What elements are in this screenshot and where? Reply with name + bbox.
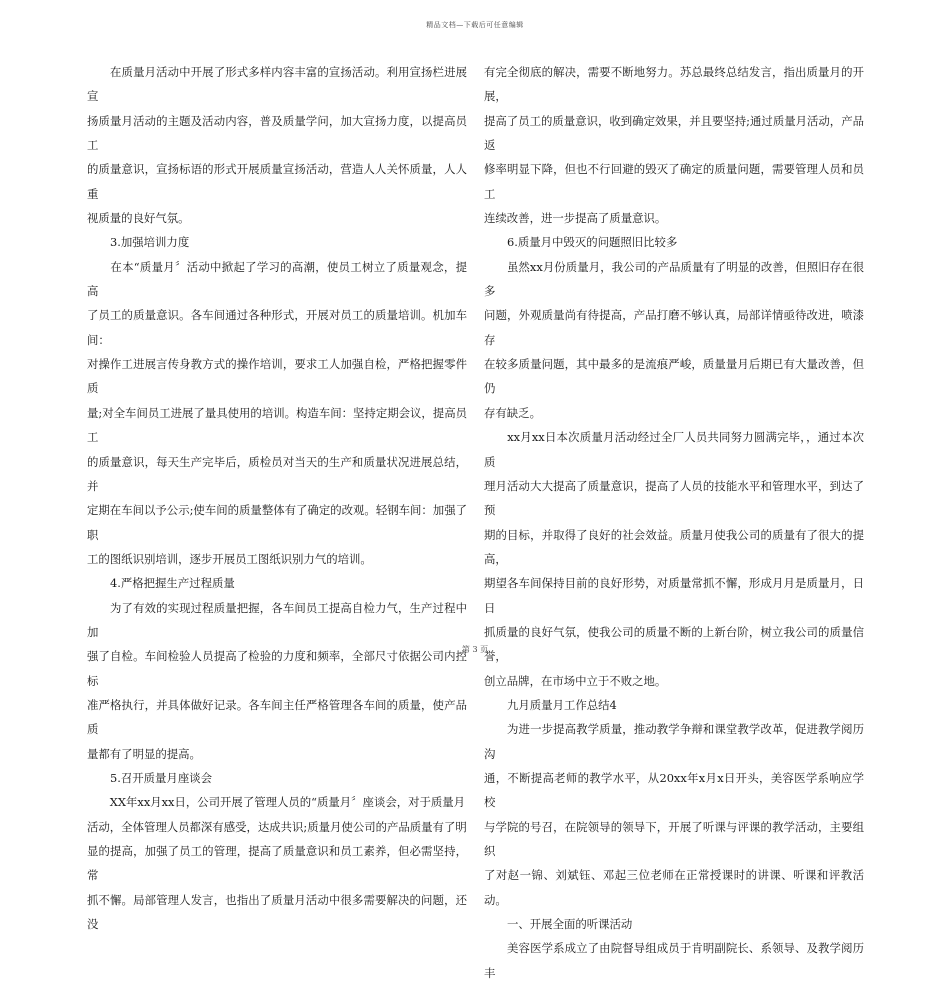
body-text-line: 了员工的质量意识。各车间通过各种形式，开展对员工的质量培训。机加车间： [87, 308, 467, 347]
section-heading: 九月质量月工作总结4 [507, 697, 617, 712]
body-text-line: 在本“质量月〞活动中掀起了学习的高潮，使员工树立了质量观念，提高 [87, 259, 467, 299]
body-text-line: 视质量的良好气氛。 [87, 211, 190, 226]
body-text-line: 抓质量的良好气氛，使我公司的质量不断的上新台阶，树立我公司的质量信誉， [484, 624, 864, 664]
body-text-line: 强了自检。车间检验人员提高了检验的力度和频率，全部尺寸依据公司内控标 [87, 649, 467, 688]
body-text-line: 有完全彻底的解决，需要不断地努力。苏总最终总结发言，指出质量月的开展， [484, 65, 864, 104]
body-text-line: 期的目标，并取得了良好的社会效益。质量月使我公司的质量有了很大的提高， [484, 527, 864, 566]
body-text-line: 扬质量月活动的主题及活动内容，普及质量学问，加大宣扬力度，以提高员工 [87, 113, 467, 153]
section-heading: 3.加强培训力度 [110, 235, 190, 250]
body-text-line: 与学院的号召，在院领导的领导下，开展了听课与评课的教学活动，主要组织 [484, 819, 864, 858]
body-text-line: 创立品牌，在市场中立于不败之地。 [484, 673, 667, 688]
body-text-line: 修率明显下降，但也不行回避的毁灭了确定的质量问题，需要管理人员和员工 [484, 162, 864, 201]
body-text-line: 抓不懈。局部管理人发言，也指出了质量月活动中很多需要解决的问题，还没 [87, 892, 467, 932]
body-text-line: 准严格执行，并具体做好记录。各车间主任严格管理各车间的质量，使产品质 [87, 697, 467, 737]
body-text-line: 活动，全体管理人员都深有感受，达成共识;质量月使公司的产品质量有了明 [87, 819, 467, 834]
body-text-line: 存有缺乏。 [484, 405, 541, 420]
section-heading: 4.严格把握生产过程质量 [110, 576, 235, 591]
body-text-line: 虽然xx月份质量月，我公司的产品质量有了明显的改善，但照旧存在很多 [484, 259, 864, 299]
body-text-line: 量都有了明显的提高。 [87, 746, 201, 761]
body-text-line: 连续改善，进一步提高了质量意识。 [484, 211, 667, 226]
body-text-line: 问题，外观质量尚有待提高，产品打磨不够认真，局部详情亟待改进，喷漆存 [484, 308, 864, 347]
body-text-line: 美容医学系成立了由院督导组成员于肯明副院长、系领导、及教学阅历丰 [484, 941, 864, 980]
body-text-line: 在质量月活动中开展了形式多样内容丰富的宣扬活动。利用宣扬栏进展宣 [87, 65, 467, 104]
body-text-line: 的质量意识，每天生产完毕后，质检员对当天的生产和质量状况进展总结，并 [87, 454, 467, 493]
body-text-line: 显的提高，加强了员工的管理，提高了质量意识和员工素养，但必需坚持，常 [87, 844, 467, 883]
body-text-line: 理月活动大大提高了质量意识，提高了人员的技能水平和管理水平，到达了预 [484, 478, 864, 518]
section-heading: 6.质量月中毁灭的问题照旧比较多 [507, 235, 678, 250]
body-text-line: 提高了员工的质量意识，收到确定效果，并且要坚持;通过质量月活动，产品返 [484, 113, 864, 153]
body-text-line: 期望各车间保持目前的良好形势，对质量常抓不懈，形成月月是质量月，日日 [484, 576, 864, 615]
body-text-line: 通，不断提高老师的教学水平，从20xx年x月x日开头，美容医学系响应学校 [484, 770, 864, 810]
section-heading: 5.召开质量月座谈会 [110, 770, 212, 785]
left-column [87, 60, 467, 936]
body-text-line: 对操作工进展言传身教方式的操作培训，要求工人加强自检，严格把握零件质 [87, 357, 467, 396]
right-column [484, 60, 864, 985]
body-text-line: 定期在车间以予公示;使车间的质量整体有了确定的改观。轻钢车间：加强了职 [87, 503, 467, 542]
section-heading: 一、开展全面的听课活动 [507, 917, 633, 932]
body-text-line: xx月xx日本次质量月活动经过全厂人员共同努力圆满完毕，，通过本次质 [484, 430, 864, 469]
page-header: 精品文档—下载后可任意编辑 [426, 21, 524, 29]
body-text-line: XX年xx月xx日，公司开展了管理人员的“质量月〞座谈会，对于质量月 [87, 795, 466, 810]
body-text-line: 为了有效的实现过程质量把握，各车间员工提高自检力气，生产过程中加 [87, 600, 467, 639]
body-text-line: 工的图纸识别培训，逐步开展员工图纸识别力气的培训。 [87, 551, 372, 566]
body-text-line: 了对赵一锦、刘斌钰、邓起三位老师在正常授课时的讲课、听课和评教活动。 [484, 868, 864, 907]
body-text-line: 的质量意识，宣扬标语的形式开展质量宣扬活动，营造人人关怀质量，人人重 [87, 162, 467, 201]
body-text-line: 为进一步提高教学质量，推动教学争辩和课堂教学改革，促进教学阅历沟 [484, 722, 864, 761]
body-text-line: 在较多质量问题，其中最多的是流痕严峻，质量量月后期已有大量改善，但仍 [484, 357, 864, 396]
page-footer: 第 3 页 [461, 645, 489, 654]
body-text-line: 量;对全车间员工进展了量具使用的培训。构造车间：坚持定期会议，提高员工 [87, 405, 467, 445]
